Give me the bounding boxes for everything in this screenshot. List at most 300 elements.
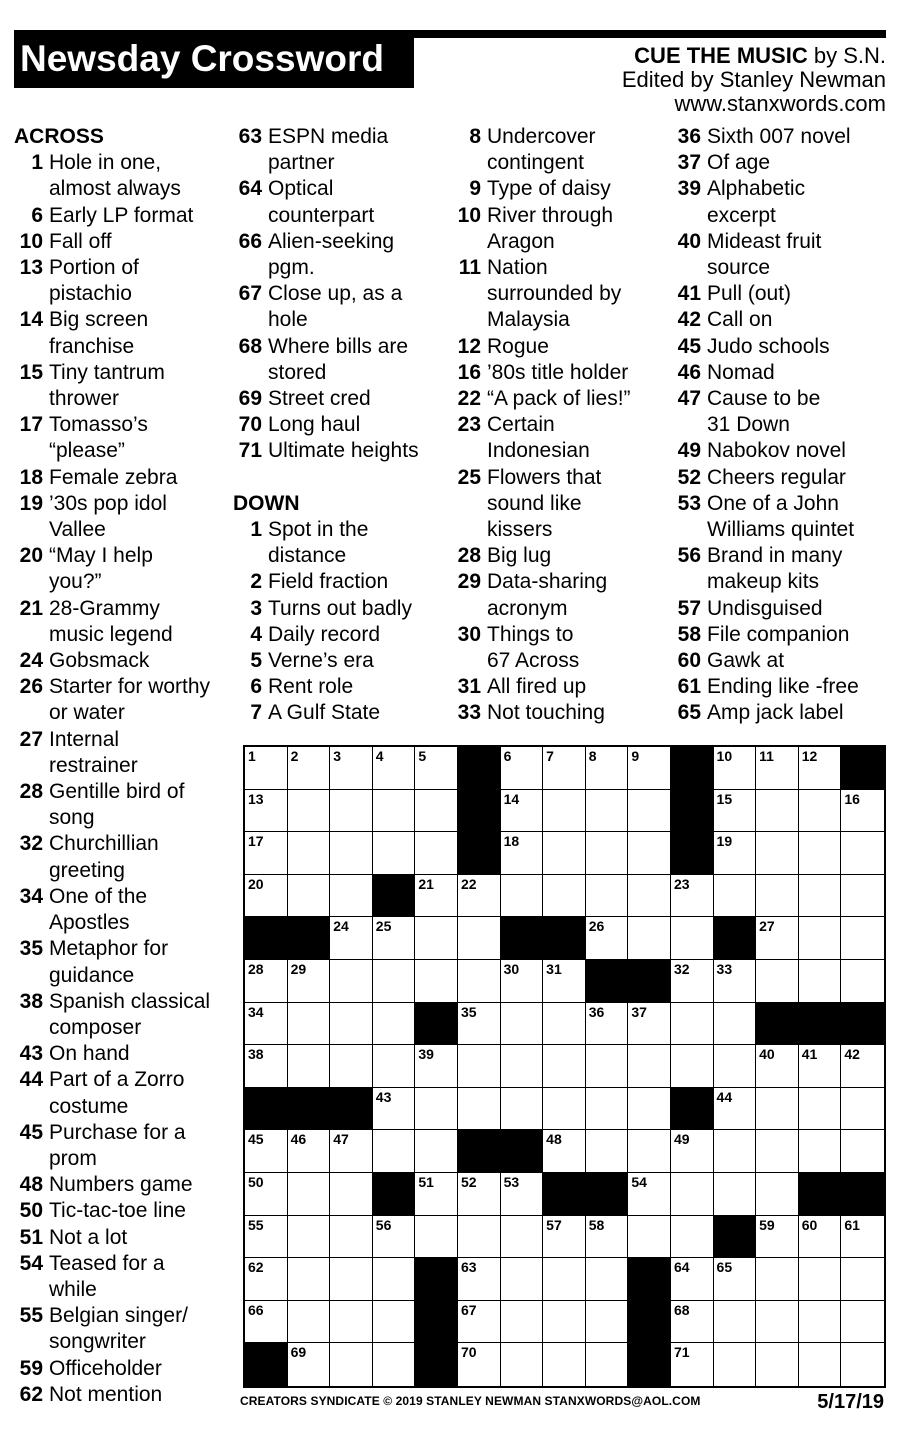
grid-cell[interactable] xyxy=(330,875,373,918)
grid-cell[interactable] xyxy=(841,1301,884,1344)
grid-cell[interactable] xyxy=(330,1258,373,1301)
grid-cell[interactable] xyxy=(628,1216,671,1259)
grid-cell[interactable] xyxy=(756,832,799,875)
grid-cell[interactable] xyxy=(458,1343,501,1386)
down-clue-65 xyxy=(672,700,887,726)
grid-cell[interactable] xyxy=(501,832,544,875)
cell-number: 18 xyxy=(503,833,520,850)
grid-cell[interactable] xyxy=(373,1130,416,1173)
clue-text: Fall off xyxy=(49,229,112,253)
grid-cell[interactable] xyxy=(756,1216,799,1259)
grid-cell[interactable] xyxy=(671,875,714,918)
grid-cell[interactable] xyxy=(543,832,586,875)
grid-cell[interactable] xyxy=(586,875,629,918)
grid-cell[interactable] xyxy=(458,875,501,918)
cell-number: 7 xyxy=(546,748,554,764)
cell-number: 55 xyxy=(248,1216,264,1233)
across-clue-26 xyxy=(14,674,229,726)
grid-cell[interactable] xyxy=(628,790,671,833)
grid-cell[interactable] xyxy=(841,960,884,1003)
grid-cell[interactable] xyxy=(330,790,373,833)
clue-number: 49 xyxy=(677,439,701,463)
grid-cell[interactable] xyxy=(628,747,671,790)
grid-cell[interactable] xyxy=(543,1003,586,1046)
grid-cell[interactable] xyxy=(458,1045,501,1088)
grid-cell[interactable] xyxy=(543,1258,586,1301)
grid-cell[interactable] xyxy=(671,1003,714,1046)
grid-cell[interactable] xyxy=(628,1088,671,1131)
clue-text: Cheers regular xyxy=(707,465,846,489)
grid-cell[interactable] xyxy=(330,917,373,960)
grid-cell[interactable] xyxy=(245,1258,288,1301)
clue-number: 4 xyxy=(250,622,262,646)
grid-cell[interactable] xyxy=(756,875,799,918)
clue-number: 58 xyxy=(677,622,701,646)
grid-cell[interactable] xyxy=(458,1173,501,1216)
grid-cell[interactable] xyxy=(330,1301,373,1344)
grid-cell[interactable] xyxy=(586,747,629,790)
clue-number: 1 xyxy=(31,151,43,175)
grid-cell[interactable] xyxy=(245,960,288,1003)
cell-number: 17 xyxy=(248,833,264,850)
grid-cell[interactable] xyxy=(756,917,799,960)
grid-cell[interactable] xyxy=(373,1343,416,1386)
across-clue-19 xyxy=(14,491,229,543)
grid-cell[interactable] xyxy=(714,1258,757,1301)
clue-text: “A pack of lies!” xyxy=(487,387,631,411)
grid-cell[interactable] xyxy=(458,1003,501,1046)
clue-text: Turns out badly xyxy=(268,596,412,620)
down-clue-36 xyxy=(672,124,887,150)
clue-number: 9 xyxy=(469,177,481,201)
grid-cell[interactable] xyxy=(714,832,757,875)
clue-text: Optical counterpart xyxy=(268,177,375,227)
grid-cell[interactable] xyxy=(373,747,416,790)
grid-cell[interactable] xyxy=(543,875,586,918)
grid-cell[interactable] xyxy=(543,1130,586,1173)
grid-cell[interactable] xyxy=(714,747,757,790)
clue-text: Not a lot xyxy=(49,1225,128,1249)
grid-cell[interactable] xyxy=(458,1258,501,1301)
grid-cell[interactable] xyxy=(714,790,757,833)
across-clue-63 xyxy=(233,124,448,176)
grid-cell[interactable] xyxy=(501,1088,544,1131)
grid-cell[interactable] xyxy=(628,1003,671,1046)
clue-text: One of the Apostles xyxy=(49,884,148,935)
grid-cell[interactable] xyxy=(714,1173,757,1216)
down-clue-30 xyxy=(452,622,667,674)
grid-cell[interactable] xyxy=(628,1045,671,1088)
grid-cell[interactable] xyxy=(799,832,842,875)
grid-cell[interactable] xyxy=(714,1301,757,1344)
across-clue-28 xyxy=(14,779,229,831)
grid-cell[interactable] xyxy=(543,747,586,790)
grid-cell[interactable] xyxy=(415,1216,458,1259)
grid-cell[interactable] xyxy=(841,1088,884,1131)
grid-cell[interactable] xyxy=(288,1258,331,1301)
grid-cell[interactable] xyxy=(841,832,884,875)
cell-number: 19 xyxy=(716,833,733,850)
grid-cell[interactable] xyxy=(501,1216,544,1259)
clue-number: 3 xyxy=(250,596,262,620)
grid-cell[interactable] xyxy=(288,790,331,833)
down-clue-2 xyxy=(233,569,448,595)
grid-cell[interactable] xyxy=(458,1088,501,1131)
down-clue-11 xyxy=(452,255,667,334)
cell-number: 6 xyxy=(503,748,512,764)
grid-block xyxy=(841,1003,884,1046)
clue-number: 35 xyxy=(19,937,43,961)
grid-cell[interactable] xyxy=(245,1173,288,1216)
grid-cell[interactable] xyxy=(628,875,671,918)
across-clue-50 xyxy=(14,1198,229,1224)
grid-cell[interactable] xyxy=(714,875,757,918)
across-clue-38 xyxy=(14,989,229,1041)
across-heading: ACROSS xyxy=(14,125,104,148)
grid-cell[interactable] xyxy=(458,1216,501,1259)
grid-cell[interactable] xyxy=(756,1343,799,1386)
down-clue-29 xyxy=(452,569,667,621)
across-clue-35 xyxy=(14,936,229,988)
grid-cell[interactable] xyxy=(543,1216,586,1259)
cell-number: 26 xyxy=(588,918,605,935)
grid-cell[interactable] xyxy=(841,875,884,918)
clue-number: 20 xyxy=(19,544,43,568)
grid-cell[interactable] xyxy=(799,960,842,1003)
grid-cell[interactable] xyxy=(586,1258,629,1301)
grid-cell[interactable] xyxy=(586,1343,629,1386)
grid-cell[interactable] xyxy=(586,1216,629,1259)
grid-cell[interactable] xyxy=(586,1045,629,1088)
cell-number: 4 xyxy=(375,748,384,764)
grid-cell[interactable] xyxy=(799,1301,842,1344)
grid-cell[interactable] xyxy=(501,1258,544,1301)
grid-block xyxy=(756,1003,799,1046)
grid-cell[interactable] xyxy=(245,747,288,790)
grid-cell[interactable] xyxy=(245,832,288,875)
editor: Edited by Stanley Newman xyxy=(621,67,886,92)
down-clue-8 xyxy=(452,124,667,176)
grid-cell[interactable] xyxy=(330,960,373,1003)
grid-cell[interactable] xyxy=(245,875,288,918)
grid-cell[interactable] xyxy=(543,1343,586,1386)
clue-number: 53 xyxy=(677,491,701,515)
grid-cell[interactable] xyxy=(799,747,842,790)
grid-cell[interactable] xyxy=(288,960,331,1003)
grid-cell[interactable] xyxy=(501,1173,544,1216)
grid-cell[interactable] xyxy=(330,1173,373,1216)
down-clue-25 xyxy=(452,465,667,544)
clue-text: Purchase for a prom xyxy=(49,1120,186,1170)
cell-number: 2 xyxy=(290,748,299,764)
clue-number: 13 xyxy=(19,256,43,280)
grid-cell[interactable] xyxy=(501,1045,544,1088)
grid-cell[interactable] xyxy=(245,790,288,833)
down-clue-53 xyxy=(672,491,887,543)
grid-cell[interactable] xyxy=(671,1216,714,1259)
clue-text: Amp jack label xyxy=(707,701,844,725)
grid-block xyxy=(458,747,501,790)
clue-text: Of age xyxy=(707,151,771,175)
grid-cell[interactable] xyxy=(841,917,884,960)
grid-cell[interactable] xyxy=(330,747,373,790)
grid-cell[interactable] xyxy=(288,875,331,918)
grid-cell[interactable] xyxy=(245,1045,288,1088)
grid-cell[interactable] xyxy=(586,832,629,875)
grid-cell[interactable] xyxy=(586,1130,629,1173)
grid-cell[interactable] xyxy=(288,1045,331,1088)
grid-cell[interactable] xyxy=(586,1003,629,1046)
grid-cell[interactable] xyxy=(373,1088,416,1131)
across-clue-10 xyxy=(14,229,229,255)
clue-number: 16 xyxy=(457,360,481,384)
clue-text: Tic-tac-toe line xyxy=(49,1199,186,1223)
grid-cell[interactable] xyxy=(373,1301,416,1344)
grid-cell[interactable] xyxy=(501,1301,544,1344)
grid-cell[interactable] xyxy=(799,1088,842,1131)
cell-number: 67 xyxy=(460,1301,477,1318)
grid-cell[interactable] xyxy=(714,960,757,1003)
grid-cell[interactable] xyxy=(415,960,458,1003)
grid-cell[interactable] xyxy=(756,747,799,790)
clue-number: 47 xyxy=(677,387,701,411)
grid-cell[interactable] xyxy=(756,960,799,1003)
grid-cell[interactable] xyxy=(841,1045,884,1088)
clue-number: 44 xyxy=(19,1068,43,1092)
grid-cell[interactable] xyxy=(245,1130,288,1173)
grid-cell[interactable] xyxy=(714,1343,757,1386)
grid-cell[interactable] xyxy=(671,917,714,960)
grid-cell[interactable] xyxy=(671,1173,714,1216)
clue-number: 71 xyxy=(238,439,262,463)
clue-text: File companion xyxy=(707,622,850,646)
clue-text: Not mention xyxy=(49,1382,163,1406)
clue-number: 6 xyxy=(250,675,262,699)
clue-text: Starter for worthy or water xyxy=(49,675,211,725)
grid-cell[interactable] xyxy=(373,960,416,1003)
grid-cell[interactable] xyxy=(330,1130,373,1173)
grid-cell[interactable] xyxy=(415,1045,458,1088)
grid-cell[interactable] xyxy=(841,1258,884,1301)
grid-cell[interactable] xyxy=(756,790,799,833)
clue-number: 12 xyxy=(457,334,481,358)
across-clue-66 xyxy=(233,229,448,281)
grid-block xyxy=(841,1173,884,1216)
grid-cell[interactable] xyxy=(671,1130,714,1173)
grid-cell[interactable] xyxy=(245,1216,288,1259)
clue-text: All fired up xyxy=(487,675,587,699)
clue-text: ESPN media partner xyxy=(268,125,389,175)
clue-number: 33 xyxy=(457,701,481,725)
cell-number: 22 xyxy=(460,875,477,892)
grid-cell[interactable] xyxy=(501,747,544,790)
grid-cell[interactable] xyxy=(628,1130,671,1173)
grid-cell[interactable] xyxy=(501,1343,544,1386)
cell-number: 24 xyxy=(333,918,349,935)
grid-cell[interactable] xyxy=(415,1130,458,1173)
cell-number: 14 xyxy=(503,790,520,807)
down-clue-16 xyxy=(452,360,667,386)
grid-cell[interactable] xyxy=(799,1045,842,1088)
cell-number: 60 xyxy=(801,1216,818,1233)
crossword-grid[interactable] xyxy=(243,745,886,1388)
grid-cell[interactable] xyxy=(586,1088,629,1131)
grid-cell[interactable] xyxy=(373,1003,416,1046)
grid-cell[interactable] xyxy=(543,1088,586,1131)
grid-cell[interactable] xyxy=(756,1301,799,1344)
grid-cell[interactable] xyxy=(586,790,629,833)
grid-cell[interactable] xyxy=(330,1343,373,1386)
clue-number: 10 xyxy=(457,203,481,227)
grid-cell[interactable] xyxy=(543,790,586,833)
grid-cell[interactable] xyxy=(288,1130,331,1173)
cell-number: 52 xyxy=(460,1173,477,1190)
grid-cell[interactable] xyxy=(373,1045,416,1088)
grid-cell[interactable] xyxy=(458,917,501,960)
grid-cell[interactable] xyxy=(415,875,458,918)
grid-block xyxy=(543,1173,586,1216)
grid-cell[interactable] xyxy=(288,1301,331,1344)
across-clue-1 xyxy=(14,150,229,202)
grid-cell[interactable] xyxy=(245,1301,288,1344)
grid-cell[interactable] xyxy=(415,832,458,875)
grid-cell[interactable] xyxy=(543,960,586,1003)
cell-number: 23 xyxy=(673,875,690,892)
clue-text: Cause to be 31 Down xyxy=(707,387,821,437)
grid-cell[interactable] xyxy=(714,1003,757,1046)
grid-cell[interactable] xyxy=(501,960,544,1003)
grid-cell[interactable] xyxy=(714,1130,757,1173)
grid-cell[interactable] xyxy=(373,1258,416,1301)
clue-number: 26 xyxy=(19,675,43,699)
grid-cell[interactable] xyxy=(288,1003,331,1046)
clue-number: 1 xyxy=(250,518,262,542)
grid-cell[interactable] xyxy=(671,1343,714,1386)
down-clue-12 xyxy=(452,334,667,360)
grid-cell[interactable] xyxy=(458,1301,501,1344)
grid-cell[interactable] xyxy=(288,1216,331,1259)
cell-number: 39 xyxy=(418,1046,434,1063)
clue-number: 37 xyxy=(677,151,701,175)
grid-cell[interactable] xyxy=(415,790,458,833)
grid-block xyxy=(245,1088,288,1131)
clue-text: Portion of pistachio xyxy=(49,256,139,306)
grid-cell[interactable] xyxy=(288,747,331,790)
grid-cell[interactable] xyxy=(671,960,714,1003)
grid-cell[interactable] xyxy=(330,832,373,875)
grid-cell[interactable] xyxy=(543,1045,586,1088)
grid-cell[interactable] xyxy=(671,1258,714,1301)
grid-cell[interactable] xyxy=(415,1088,458,1131)
grid-cell[interactable] xyxy=(841,790,884,833)
grid-cell[interactable] xyxy=(799,1216,842,1259)
grid-block xyxy=(373,1173,416,1216)
grid-cell[interactable] xyxy=(330,1045,373,1088)
down-clue-47 xyxy=(672,386,887,438)
grid-cell[interactable] xyxy=(586,917,629,960)
grid-cell[interactable] xyxy=(756,1130,799,1173)
grid-cell[interactable] xyxy=(373,1216,416,1259)
cell-number: 71 xyxy=(673,1344,690,1361)
grid-cell[interactable] xyxy=(799,1258,842,1301)
grid-cell[interactable] xyxy=(671,1045,714,1088)
clue-column-2 xyxy=(233,124,448,727)
credits: CREATORS SYNDICATE © 2019 STANLEY NEWMAN STANXWORDS@AOL.COM xyxy=(240,1394,701,1408)
clue-number: 43 xyxy=(19,1042,43,1066)
cell-number: 15 xyxy=(716,790,733,807)
grid-cell[interactable] xyxy=(799,1343,842,1386)
grid-cell[interactable] xyxy=(415,917,458,960)
grid-cell[interactable] xyxy=(501,1003,544,1046)
clue-text: “May I help you?” xyxy=(49,544,153,594)
grid-cell[interactable] xyxy=(628,1173,671,1216)
grid-block xyxy=(799,1003,842,1046)
grid-cell[interactable] xyxy=(501,790,544,833)
grid-cell[interactable] xyxy=(543,1301,586,1344)
clue-text: Tiny tantrum thrower xyxy=(49,360,165,411)
cell-number: 3 xyxy=(333,748,341,764)
grid-cell[interactable] xyxy=(799,917,842,960)
grid-cell[interactable] xyxy=(799,790,842,833)
down-clue-31 xyxy=(452,674,667,700)
grid-cell[interactable] xyxy=(756,1088,799,1131)
grid-cell[interactable] xyxy=(841,1130,884,1173)
grid-cell[interactable] xyxy=(799,1130,842,1173)
grid-cell[interactable] xyxy=(799,875,842,918)
grid-cell[interactable] xyxy=(415,1173,458,1216)
grid-cell[interactable] xyxy=(458,960,501,1003)
grid-cell[interactable] xyxy=(373,832,416,875)
cell-number: 43 xyxy=(375,1088,392,1105)
cell-number: 10 xyxy=(716,748,733,764)
clue-number: 50 xyxy=(19,1199,43,1223)
grid-block xyxy=(628,960,671,1003)
clue-number: 55 xyxy=(19,1304,43,1328)
grid-cell[interactable] xyxy=(415,747,458,790)
clue-text: Early LP format xyxy=(49,203,194,227)
puzzle-title: CUE THE MUSIC xyxy=(634,43,808,68)
clue-text: Gentille bird of song xyxy=(49,780,185,830)
clue-number: 24 xyxy=(19,649,43,673)
grid-cell[interactable] xyxy=(756,1173,799,1216)
clue-number: 2 xyxy=(250,570,262,594)
grid-cell[interactable] xyxy=(671,1301,714,1344)
down-clue-23 xyxy=(452,412,667,464)
grid-cell[interactable] xyxy=(586,1301,629,1344)
grid-cell[interactable] xyxy=(288,1173,331,1216)
grid-cell[interactable] xyxy=(288,832,331,875)
grid-cell[interactable] xyxy=(373,917,416,960)
grid-cell[interactable] xyxy=(714,1088,757,1131)
grid-cell[interactable] xyxy=(373,790,416,833)
clue-text: Tomasso’s “please” xyxy=(49,413,148,463)
grid-cell[interactable] xyxy=(330,1216,373,1259)
grid-cell[interactable] xyxy=(714,1045,757,1088)
grid-cell[interactable] xyxy=(628,917,671,960)
grid-cell[interactable] xyxy=(501,875,544,918)
grid-cell[interactable] xyxy=(756,1045,799,1088)
clue-text: Long haul xyxy=(268,413,361,437)
cell-number: 42 xyxy=(844,1046,860,1063)
grid-cell[interactable] xyxy=(756,1258,799,1301)
clue-number: 66 xyxy=(238,229,262,253)
grid-cell[interactable] xyxy=(288,1343,331,1386)
grid-cell[interactable] xyxy=(628,832,671,875)
grid-cell[interactable] xyxy=(841,1343,884,1386)
grid-cell[interactable] xyxy=(330,1003,373,1046)
grid-cell[interactable] xyxy=(841,1216,884,1259)
grid-cell[interactable] xyxy=(245,1003,288,1046)
